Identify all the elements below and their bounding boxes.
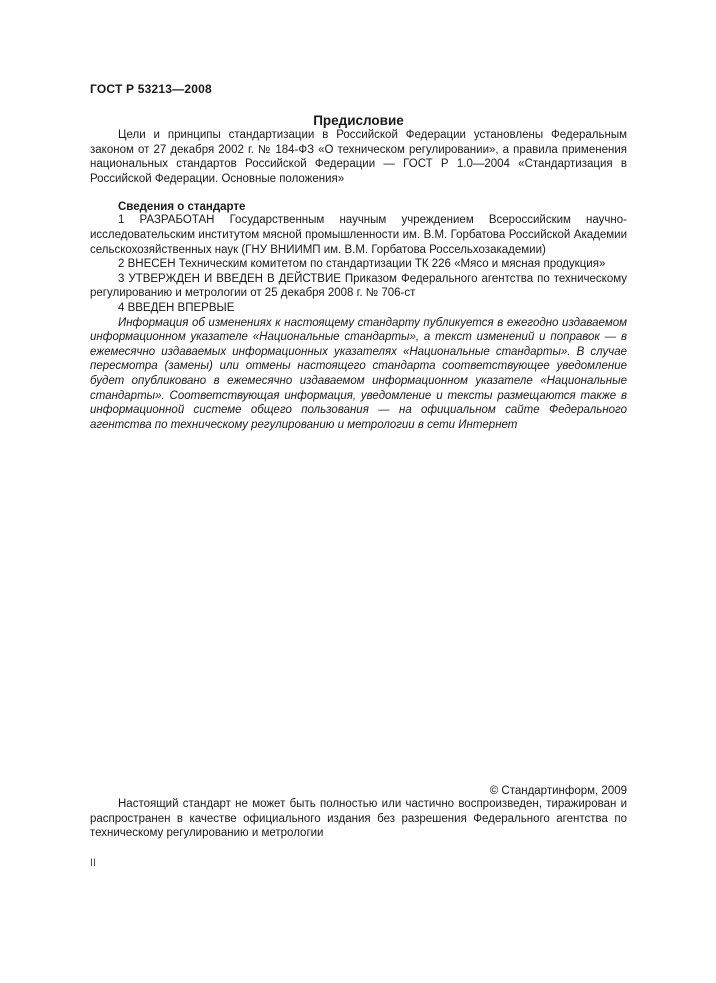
intro-paragraph: Цели и принципы стандартизации в Российской Федерации установлены Федеральным законом от 27 декабря 2002 г. № 184-ФЗ «О техническом регулировании», а правила применения национальных стандартов Российской Федерации — ГОСТ Р 1.0—2004 «Стандартизация в Российской Федерации. Основные положения» [90,129,627,185]
standard-info-item-4: 4 ВВЕДЕН ВПЕРВЫЕ [118,301,235,314]
restriction-paragraph: Настоящий стандарт не может быть полностью или частично воспроизведен, тиражирован и распространен в качестве официального издания без разрешения Федерального агентства по техническому регулированию и метрологии [90,798,627,840]
standard-info-item-1: 1 РАЗРАБОТАН Государственным научным учреждением Всероссийским научно-исследовательским институтом мясной промышленности им. В.М. Горбатова Российской Академии сельскохозяйственных наук (ГНУ ВНИИМП им. В.М. Горбатова Россельхозакадемии) [90,214,627,256]
doc-code: ГОСТ Р 53213—2008 [90,82,212,96]
standard-info-item-2: 2 ВНЕСЕН Техническим комитетом по стандартизации ТК 226 «Мясо и мясная продукция» [118,258,606,271]
page-title: Предисловие [313,113,404,128]
note-paragraph: Информация об изменениях к настоящему стандарту публикуется в ежегодно издаваемом информационном указателе «Национальные стандарты», а текст изменений и поправок — в ежемесячно издаваемых информационных указателях «Национальные стандарты». В случае пересмотра (замены) или отмены настоящего стандарта соответствующее уведомление будет опубликовано в ежемесячно издаваемом информационном указателе «Национальные стандарты». Соответствующая информация, уведомление и тексты размещаются также в информационной системе общего пользования — на официальном сайте Федерального агентства по техническому регулированию и метрологии в сети Интернет [90,316,627,431]
page-number: II [90,856,97,869]
section-heading: Сведения о стандарте [118,201,246,214]
copyright-line: © Стандартинформ, 2009 [489,785,627,797]
page-footer [90,785,627,869]
standard-info-item-3: 3 УТВЕРЖДЕН И ВВЕДЕН В ДЕЙСТВИЕ Приказом Федерального агентства по техническому регулированию и метрологии от 25 декабря 2008 г. № 706-ст [90,272,627,300]
